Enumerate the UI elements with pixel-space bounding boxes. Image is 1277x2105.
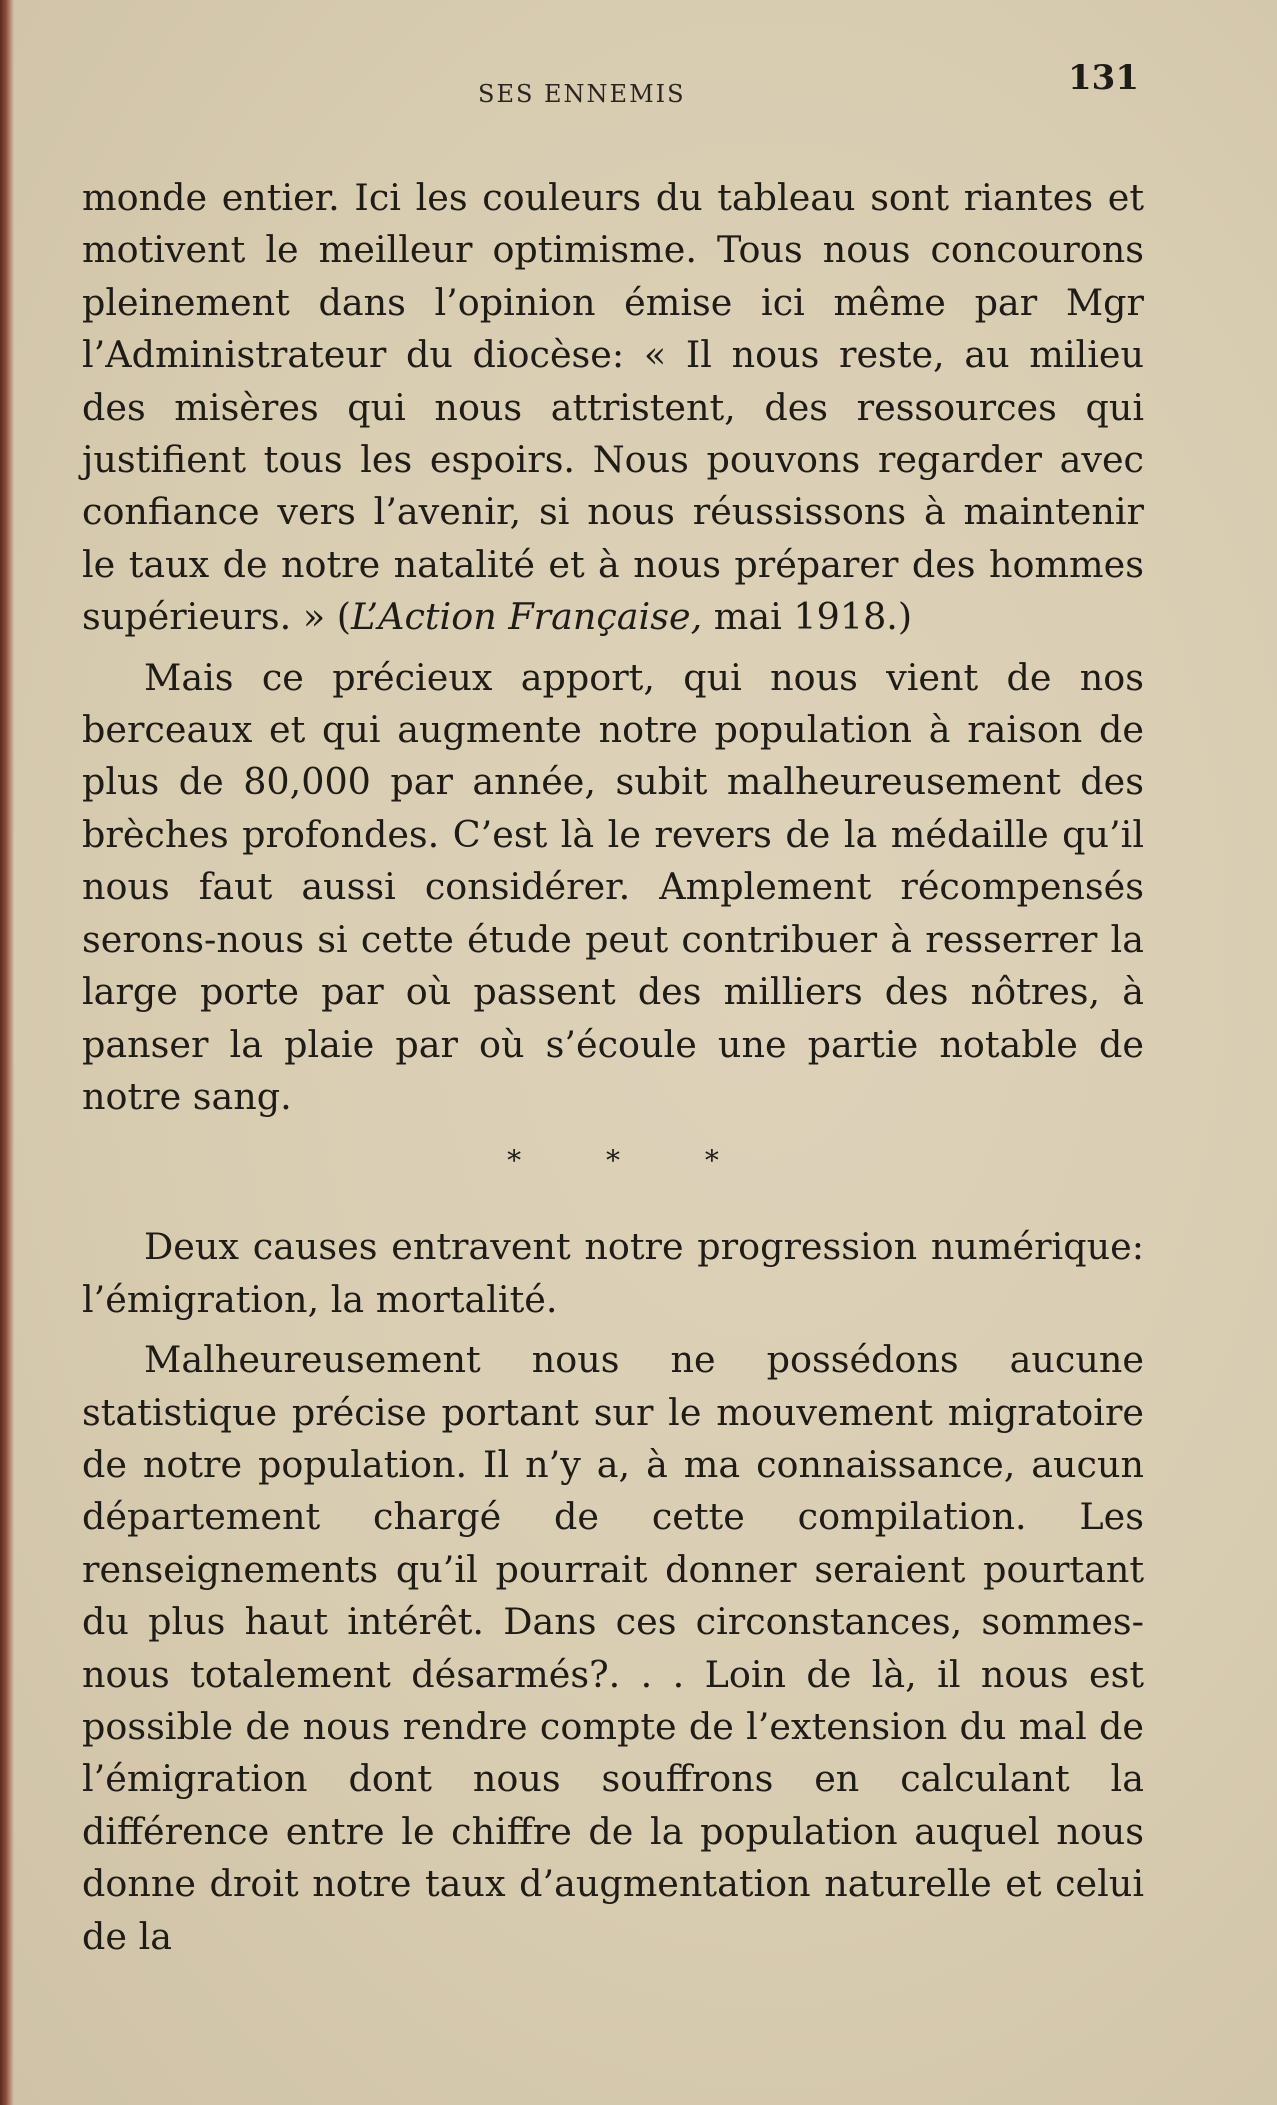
paragraph-3: Deux causes entravent notre progression numérique: l’émigration, la mortalité. [82,1225,1144,1321]
running-head: SES ENNEMIS [478,80,686,108]
page-binding-edge [0,0,14,2105]
section-separator: * * * [507,1144,757,1178]
page-number: 131 [1068,58,1139,98]
citation-date: mai 1918.) [702,595,913,639]
body-text [82,172,1144,1963]
paragraph-1 [82,172,1144,644]
paragraph-1-text: monde entier. Ici les couleurs du tableau sont riantes et motivent le meilleur optimisme. Tous nous concourons pleinement dans l’opinion émise ici même par Mgr l’Administrateur du diocèse: « Il nous reste, au milieu des misères qui nous attristent, des ressources qui justifient tous les espoirs. Nous pouvons regarder avec confiance vers l’avenir, si nous réussissons à maintenir le taux de notre natalité et à nous préparer des hommes supérieurs. » ( [82,176,1144,639]
paragraph-2: Mais ce précieux apport, qui nous vient de nos berceaux et qui augmente notre population à raison de plus de 80,000 par année, subit malheureusement des brèches profondes. C’est là le revers de la médaille qu’il nous faut aussi considérer. Amplement récompensés serons-nous si cette étude peut contribuer à resserrer la large porte par où passent des milliers des nôtres, à panser la plaie par où s’écoule une partie notable de notre sang. [82,655,1144,1118]
citation-title: L’Action Française, [351,595,703,639]
paragraph-4: Malheureusement nous ne possédons aucune statistique précise portant sur le mouvement migratoire de notre population. Il n’y a, à ma connaissance, aucun département chargé de cette compilation. Les renseignements qu’il pourrait donner seraient pourtant du plus haut intérêt. Dans ces circonstances, sommes-nous totalement désarmés?. . . Loin de là, il nous est possible de nous rendre compte de l’extension du mal de l’émigration dont nous souffrons en calculant la différence entre le chiffre de la population auquel nous donne droit notre taux d’augmentation naturelle et celui de la [82,1338,1144,1958]
